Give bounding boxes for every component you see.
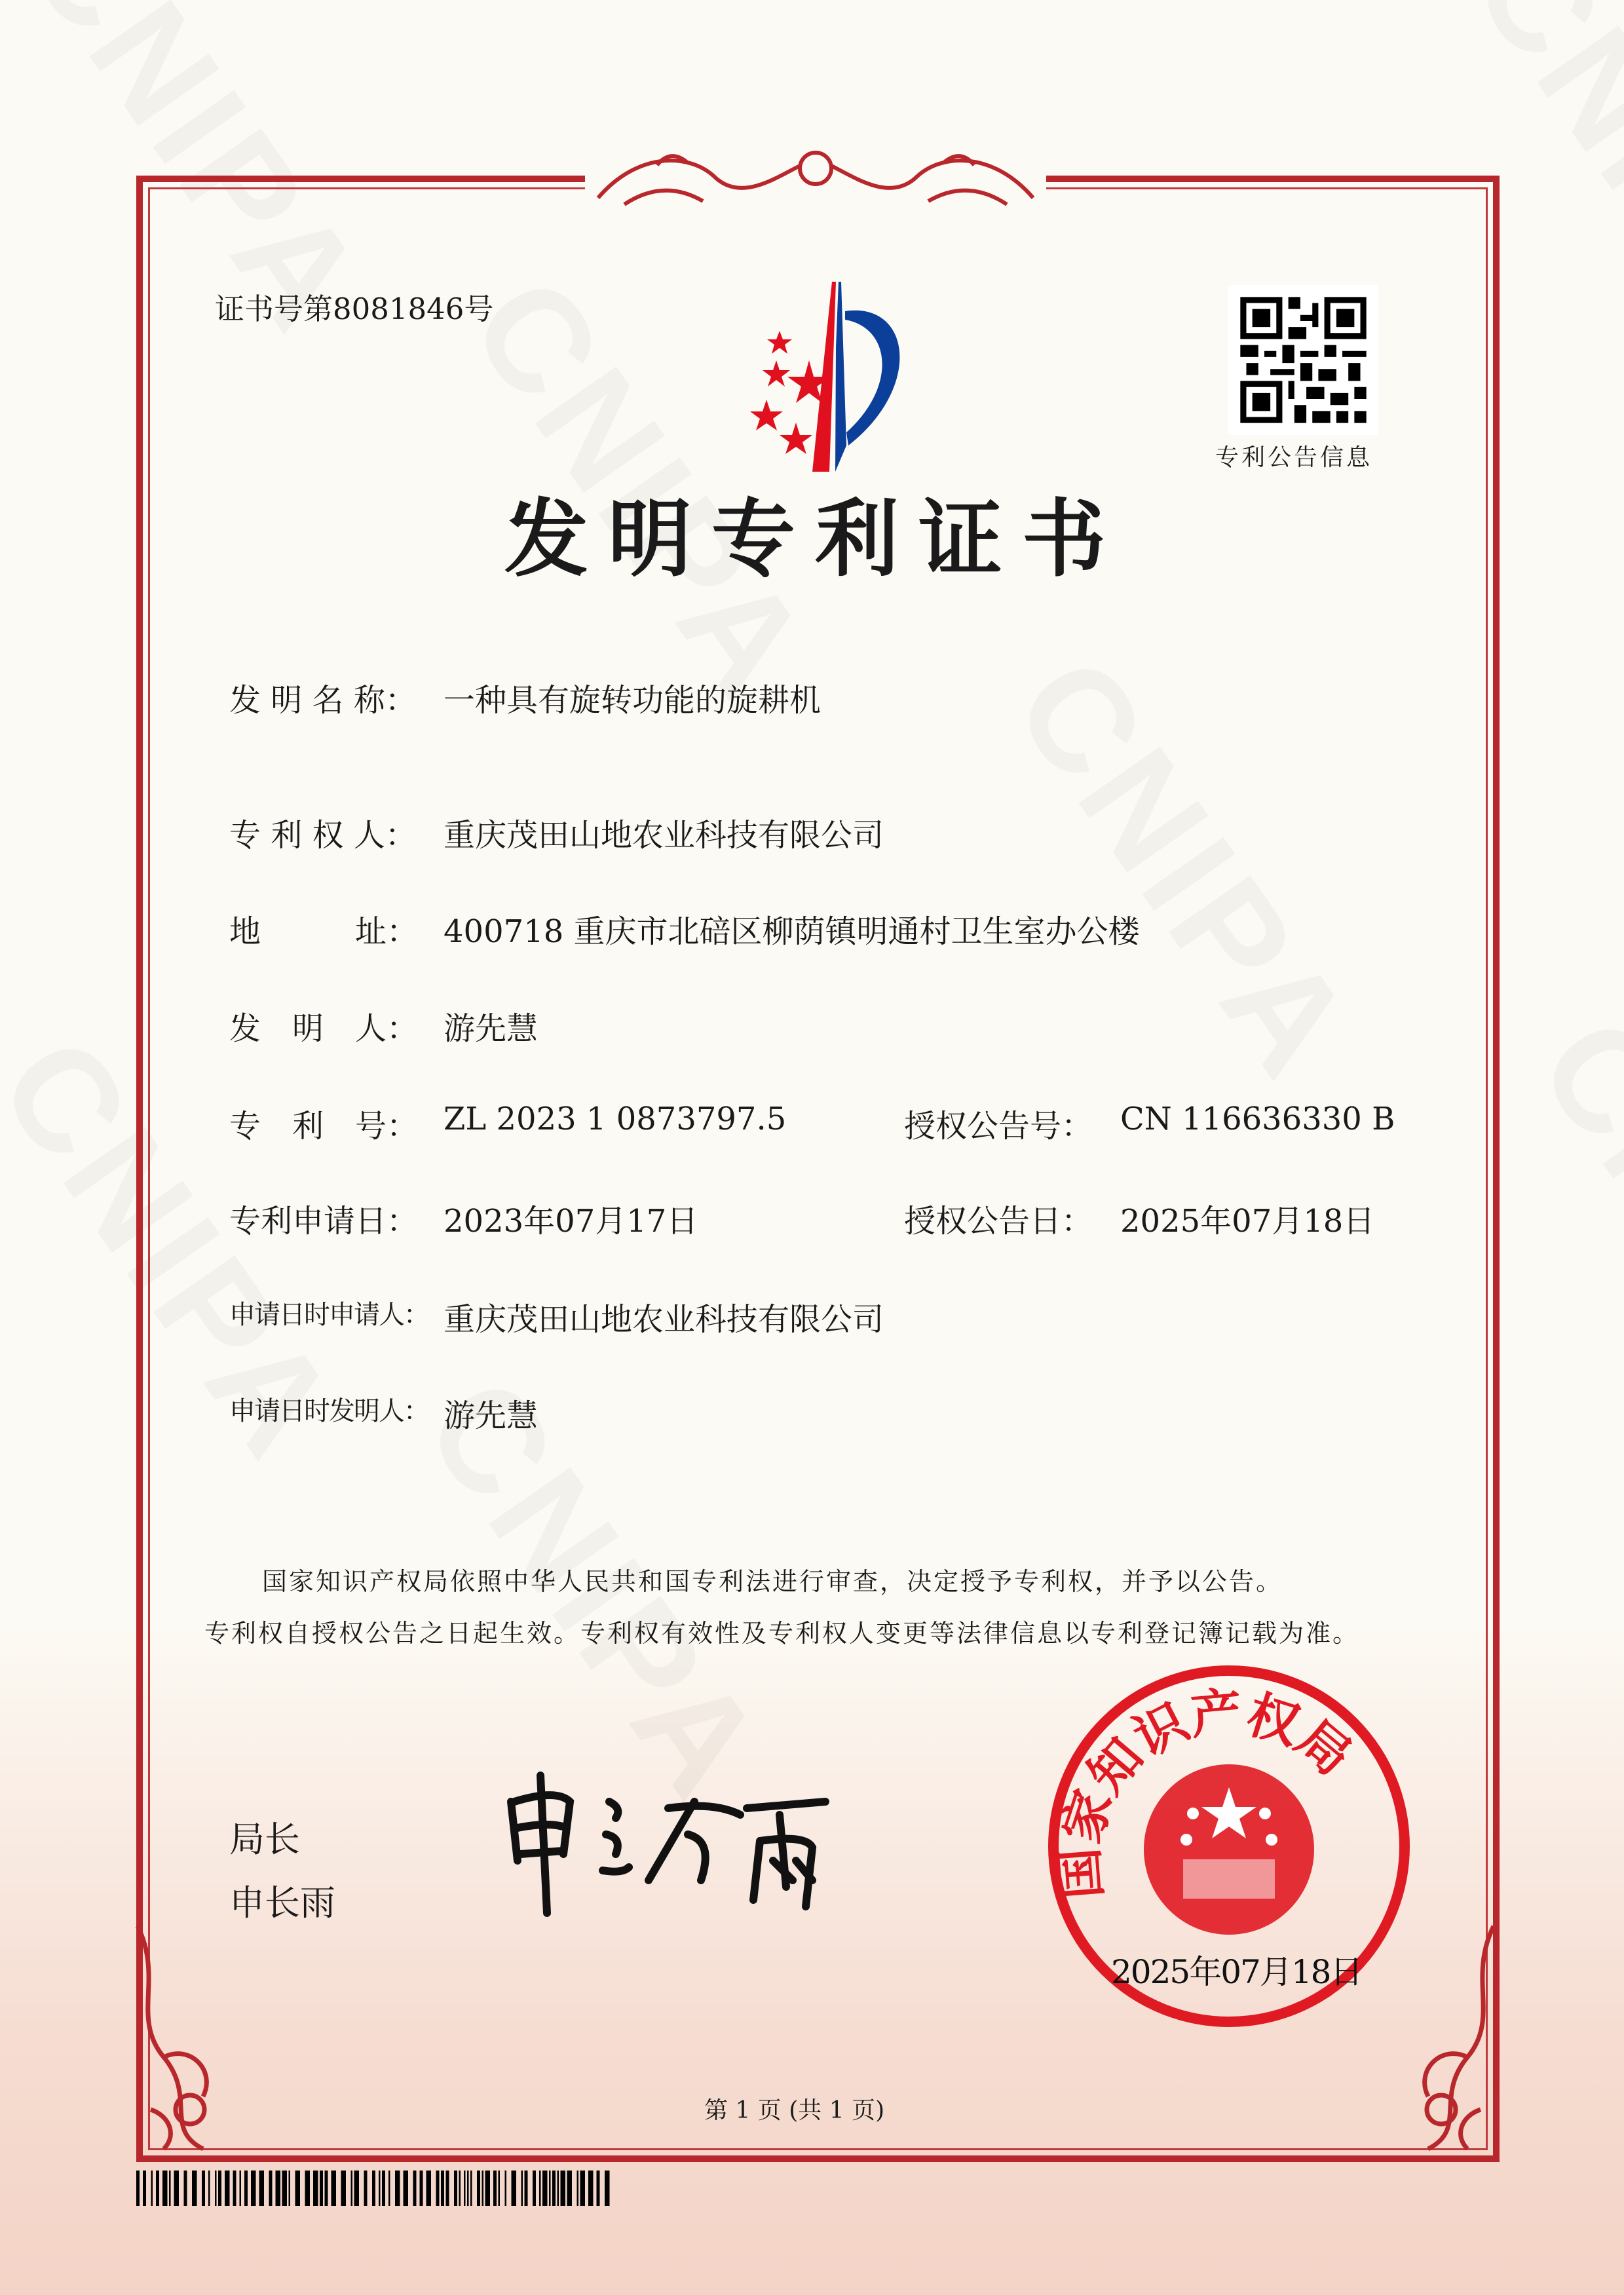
barcode-bar: [136, 2171, 140, 2206]
director-name: 申长雨: [229, 1882, 335, 1924]
barcode-bar: [269, 2171, 273, 2206]
barcode-bar: [493, 2171, 497, 2206]
barcode-bar: [156, 2171, 159, 2206]
corner-ornament-left-icon: [124, 1913, 295, 2162]
barcode-bar: [577, 2171, 579, 2206]
barcode-bar: [251, 2171, 256, 2206]
top-ornament-icon: [585, 139, 1046, 212]
address-label: 地 址：: [229, 913, 419, 950]
barcode-bar: [499, 2171, 500, 2206]
barcode-bar: [404, 2171, 409, 2206]
page-number: 第 1 页 (共 1 页): [704, 2097, 885, 2124]
barcode-bar: [282, 2171, 288, 2206]
barcode-bar: [372, 2171, 375, 2206]
app-inventor-label: 申请日时发明人：: [229, 1396, 428, 1426]
barcode-bar: [482, 2171, 484, 2206]
publication-number-value: CN 116636330 B: [1120, 1101, 1395, 1137]
inventor-value: 游先慧: [444, 1010, 538, 1047]
barcode-bar: [169, 2171, 171, 2206]
barcode-bar: [244, 2171, 248, 2206]
barcode-bar: [426, 2171, 432, 2206]
inventor-label: 发 明 人：: [229, 1010, 419, 1047]
barcode-bar: [192, 2171, 197, 2206]
director-title: 局长: [229, 1819, 300, 1860]
corner-ornament-right-icon: [1336, 1913, 1507, 2162]
barcode-bar: [202, 2171, 205, 2206]
barcode-bar: [388, 2171, 390, 2206]
application-date-label: 专利申请日：: [229, 1203, 419, 1240]
barcode-bar: [446, 2171, 449, 2206]
barcode-bar: [525, 2171, 528, 2206]
statement-line-1: 国家知识产权局依照中华人民共和国专利法进行审查，决定授予专利权，并予以公告。: [262, 1567, 1283, 1596]
barcode-bar: [464, 2171, 466, 2206]
barcode-bar: [379, 2171, 381, 2206]
barcode-bar: [605, 2171, 610, 2206]
barcode-bar: [521, 2171, 523, 2206]
barcode-bar: [533, 2171, 536, 2206]
barcode-bar: [549, 2171, 551, 2206]
barcode-bar: [331, 2171, 337, 2206]
barcode-bar: [325, 2171, 328, 2206]
barcode-bar: [218, 2171, 221, 2206]
barcode-bar: [313, 2171, 318, 2206]
barcode-bar: [354, 2171, 360, 2206]
signature-icon: [498, 1762, 839, 1926]
barcode-bar: [305, 2171, 311, 2206]
application-date-value: 2023年07月17日: [444, 1203, 698, 1240]
barcode-bar: [567, 2171, 573, 2206]
barcode-bar: [295, 2171, 301, 2206]
barcode-bar: [485, 2171, 491, 2206]
patentee-value: 重庆茂田山地农业科技有限公司: [444, 817, 884, 854]
barcode-bar: [364, 2171, 368, 2206]
barcode-icon: [136, 2171, 611, 2206]
barcode-bar: [420, 2171, 423, 2206]
barcode-bar: [341, 2171, 347, 2206]
barcode-bar: [441, 2171, 444, 2206]
barcode-bar: [512, 2171, 517, 2206]
barcode-bar: [151, 2171, 153, 2206]
barcode-bar: [143, 2171, 146, 2206]
statement-line-2: 专利权自授权公告之日起生效。专利权有效性及专利权人变更等法律信息以专利登记簿记载为准。: [204, 1619, 1360, 1648]
barcode-bar: [225, 2171, 230, 2206]
barcode-bar: [382, 2171, 385, 2206]
barcode-bar: [208, 2171, 210, 2206]
cnipa-logo-icon: [701, 282, 937, 472]
barcode-bar: [413, 2171, 417, 2206]
barcode-bar: [351, 2171, 353, 2206]
barcode-bar: [505, 2171, 507, 2206]
barcode-bar: [395, 2171, 400, 2206]
seal-date: 2025年07月18日: [1111, 1953, 1362, 1991]
barcode-bar: [240, 2171, 242, 2206]
barcode-bar: [561, 2171, 566, 2206]
publication-date-label: 授权公告日：: [904, 1203, 1093, 1240]
barcode-bar: [459, 2171, 461, 2206]
watermark: [1507, 989, 1624, 1470]
barcode-bar: [542, 2171, 548, 2206]
barcode-bar: [588, 2171, 594, 2206]
barcode-bar: [557, 2171, 559, 2206]
invention-name-value: 一种具有旋转功能的旋耕机: [444, 682, 821, 719]
invention-name-label: 发 明 名 称：: [229, 682, 417, 719]
page-title: 发明专利证书: [504, 491, 1126, 588]
patent-number-label: 专 利 号：: [229, 1108, 419, 1145]
applicant-label: 申请日时申请人：: [229, 1300, 428, 1330]
barcode-bar: [580, 2171, 586, 2206]
barcode-bar: [477, 2171, 480, 2206]
patentee-label: 专 利 权 人：: [229, 817, 417, 854]
barcode-bar: [162, 2171, 168, 2206]
barcode-bar: [174, 2171, 179, 2206]
barcode-bar: [289, 2171, 291, 2206]
barcode-bar: [552, 2171, 556, 2206]
seal-text: 国家知识产权局: [1049, 1682, 1363, 1901]
qr-label: 专利公告信息: [1215, 444, 1373, 471]
barcode-bar: [276, 2171, 281, 2206]
barcode-bar: [454, 2171, 457, 2206]
publication-number-label: 授权公告号：: [904, 1108, 1093, 1145]
barcode-bar: [539, 2171, 541, 2206]
certificate-number: 证书号第8081846号: [215, 292, 494, 326]
barcode-bar: [259, 2171, 265, 2206]
barcode-bar: [470, 2171, 472, 2206]
patent-number-value: ZL 2023 1 0873797.5: [444, 1101, 787, 1137]
qr-code-icon[interactable]: [1228, 285, 1378, 435]
applicant-value: 重庆茂田山地农业科技有限公司: [444, 1301, 884, 1338]
barcode-bar: [436, 2171, 440, 2206]
publication-date-value: 2025年07月18日: [1120, 1203, 1375, 1240]
address-value: 400718 重庆市北碚区柳荫镇明通村卫生室办公楼: [444, 913, 1140, 950]
barcode-bar: [215, 2171, 217, 2206]
barcode-bar: [597, 2171, 600, 2206]
barcode-bar: [184, 2171, 187, 2206]
barcode-bar: [320, 2171, 323, 2206]
app-inventor-value: 游先慧: [444, 1397, 538, 1434]
barcode-bar: [467, 2171, 469, 2206]
barcode-bar: [233, 2171, 236, 2206]
